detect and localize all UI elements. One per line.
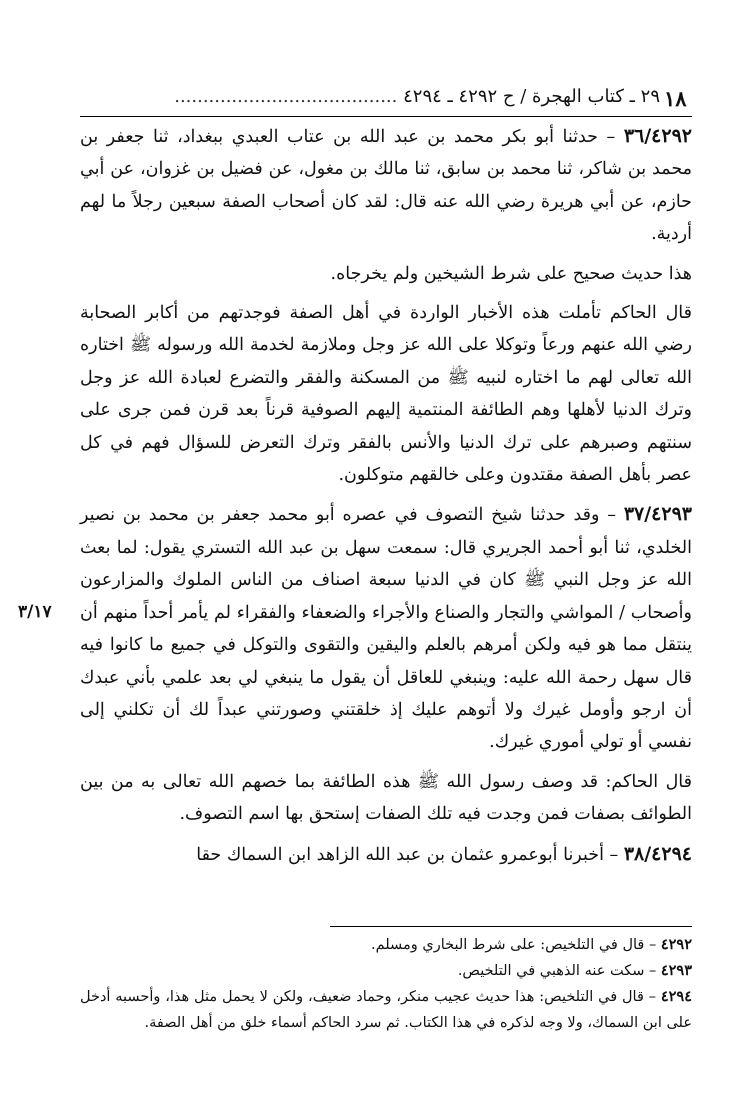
running-head bbox=[80, 86, 660, 107]
running-title: ٢٩ ـ كتاب الهجرة / ح ٤٢٩٢ ـ ٤٢٩٤ bbox=[403, 86, 660, 107]
footnote bbox=[80, 958, 692, 984]
hadith-4292 bbox=[80, 120, 692, 251]
hakim-comment-1: قال الحاكم تأملت هذه الأخبار الواردة في أهل الصفة فوجدتهم من أكابر الصحابة رضي الله عنهم ورعاً وتوكلا على الله عز وجل وملازمة لخدمة الله ورسوله ﷺ اختاره الله تعالى لهم ما اختاره لنبيه ﷺ من المسكنة والفقر والتضرع لعبادة الله عز وجل وترك الدنيا لأهلها وهم الطائفة المنتمية إليهم الصوفية قرناً بعد قرن فمن جرى على سنتهم وصبرهم على ترك الدنيا والأنس بالفقر وترك التعرض للسؤال فهم في كل عصر بأهل الصفة مقتدون وعلى خالقهم متوكلون. bbox=[80, 303, 692, 486]
page-number: ١٨ bbox=[664, 86, 687, 111]
footnote bbox=[80, 932, 692, 958]
hadith-4294 bbox=[80, 838, 692, 871]
footnote-rule bbox=[330, 926, 692, 927]
footnote-number: ٤٢٩٤ bbox=[660, 988, 693, 1005]
footnote-text: – قال في التلخيص: هذا حديث عجيب منكر، وحماد ضعيف، ولكن لا يحمل مثل هذا، وأحسبه أدخل على ابن السماك، ولا وجه لذكره في هذا الكتاب. ثم سرد الحاكم أسماء خلق من أهل الصفة. bbox=[80, 989, 692, 1031]
footnote-text: – سكت عنه الذهبي في التلخيص. bbox=[457, 963, 657, 979]
hadith-4293 bbox=[80, 498, 692, 758]
main-text bbox=[80, 120, 692, 878]
verdict-4292: هذا حديث صحيح على شرط الشيخين ولم يخرجاه. bbox=[330, 263, 692, 284]
hadith-text: – أخبرنا أبوعمرو عثمان بن عبد الله الزاهد ابن السماك حقا bbox=[196, 844, 619, 865]
footnote-number: ٤٢٩٣ bbox=[660, 962, 692, 979]
footnotes bbox=[80, 932, 692, 1036]
hakim-comment-2: قال الحاكم: قد وصف رسول الله ﷺ هذه الطائفة بما خصهم الله تعالى به من بين الطوائف بصفات فمن وجدت فيه تلك الصفات إستحق بها اسم التصوف. bbox=[80, 771, 692, 825]
footnote bbox=[80, 984, 692, 1036]
footnote-text: – قال في التلخيص: على شرط البخاري ومسلم. bbox=[370, 937, 657, 953]
hadith-text: – وقد حدثنا شيخ التصوف في عصره أبو محمد جعفر بن محمد بن نصير الخلدي، ثنا أبو أحمد الجريري قال: سمعت سهل بن عبد الله التستري يقول: لما بعث الله عز وجل النبي ﷺ كان في الدنيا سبعة اصناف من الناس الملوك والمزارعون وأصحاب / المواشي والتجار والصناع والأجراء والضعفاء والفقراء لم يأمر أحداً منهم أن ينتقل مما هو فيه ولكن أمرهم بالعلم واليقين والتقوى والتوكل في جميع ما كانوا فيه قال سهل رحمة الله عليه: وينبغي للعاقل أن يقول ما ينبغي لي بعد علمي بأني عبدك أن ارجو وأومل غيرك ولا أتوهم عليك إذ خلقتني وصورتني عبداً لك أن تكلني إلى نفسي أو تولي أموري غيرك. bbox=[80, 505, 692, 753]
margin-volume-page-note: ٣/١٧ bbox=[18, 602, 52, 622]
running-head-dots: ....................................... bbox=[174, 86, 398, 107]
hadith-number: ٣٦/٤٢٩٢ bbox=[623, 125, 692, 147]
footnote-number: ٤٢٩٢ bbox=[660, 936, 692, 953]
hadith-number: ٣٨/٤٢٩٤ bbox=[623, 842, 692, 865]
hadith-text: – حدثنا أبو بكر محمد بن عبد الله بن عتاب العبدي ببغداد، ثنا جعفر بن محمد بن شاكر، ثنا محمد بن سابق، ثنا مالك بن مغول، عن فضيل بن غزوان، عن أبي حازم، عن أبي هريرة رضي الله عنه قال: لقد كان أصحاب الصفة سبعين رجلاً ما لهم أردية. bbox=[80, 127, 692, 245]
hadith-number: ٣٧/٤٢٩٣ bbox=[623, 503, 692, 526]
header-rule bbox=[80, 116, 692, 117]
